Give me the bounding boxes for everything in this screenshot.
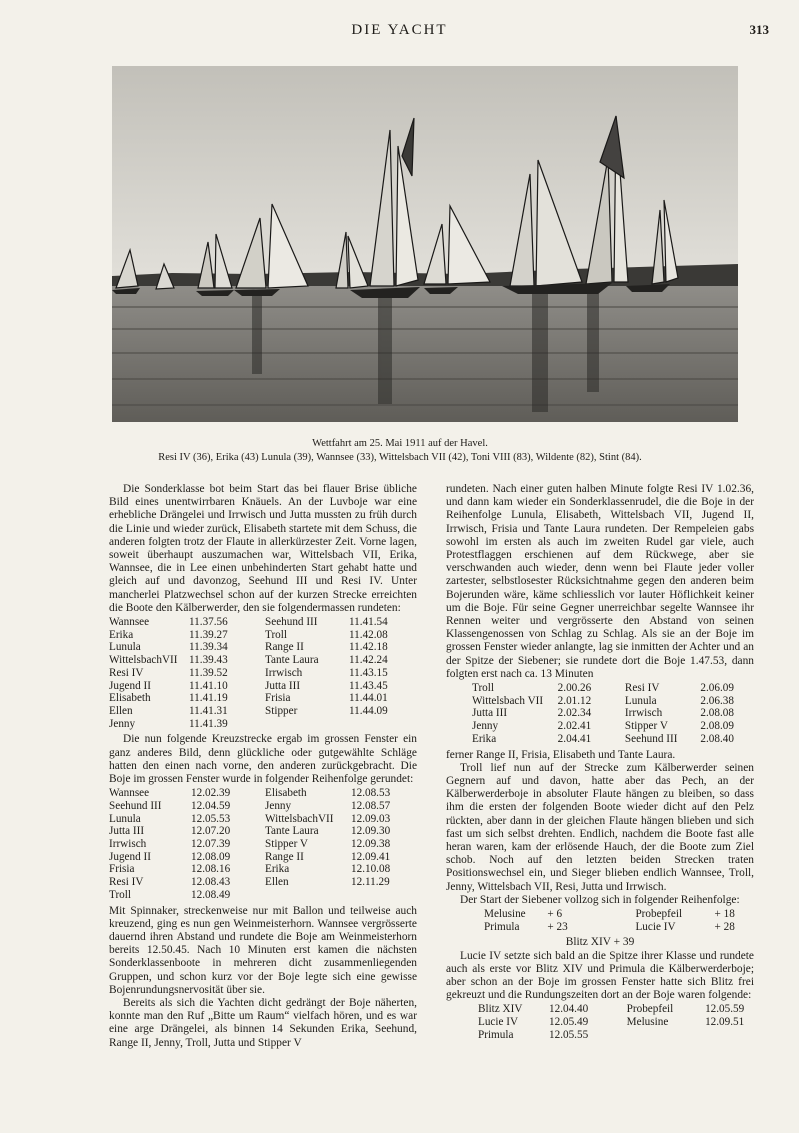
table-row	[109, 876, 411, 889]
results-table-second-round	[472, 682, 754, 746]
boat-name-cell: Resi IV	[624, 682, 660, 695]
page-number: 313	[749, 22, 769, 37]
paragraph: Mit Spinnaker, streckenweise nur mit Ballon und teilweise auch kreuzend, ging es nun gen Weinmeisterhorn. Wannsee vergrösserte dauernd ihren Abstand und rundete die Boje am Weinmeisterhorn bereits 12.50.45. Nach 10 Minuten erst kamen die nächsten Sonderklassenboote in mehreren dicht zusammenliegenden Gruppen, und schon kurz vor der Boje legte sich eine gewisse Bojenrundungsnervosität über sie.	[109, 904, 417, 996]
boat-name-cell: Jenny	[109, 717, 136, 730]
boat-name-cell: Stipper V	[624, 720, 668, 733]
table-row	[109, 813, 411, 826]
boat-name-cell: Erika	[472, 732, 497, 745]
time-cell: 11.42.24	[349, 654, 388, 667]
time-cell: 11.44.09	[349, 704, 388, 717]
table-row	[109, 800, 411, 813]
table-row	[472, 682, 754, 695]
time-cell: 11.41.19	[189, 692, 228, 705]
table-row	[109, 692, 409, 705]
page-header	[0, 22, 799, 44]
boat-name-cell: WittelsbachVII	[265, 812, 334, 825]
start-order-table	[484, 908, 754, 933]
boat-name-cell: Primula	[484, 920, 520, 933]
photo-caption	[60, 437, 740, 465]
time-cell: 12.04.59	[191, 799, 231, 812]
boat-name-cell: Tante Laura	[265, 654, 319, 667]
boat-name-cell: Jenny	[265, 799, 292, 812]
boat-name-cell: Erika	[265, 863, 290, 876]
results-table-body	[472, 682, 754, 746]
time-cell: 11.37.56	[189, 616, 228, 629]
time-cell: 2.01.12	[557, 694, 592, 707]
boat-name-cell: Jutta III	[109, 825, 145, 838]
boat-name-cell: Wannsee	[109, 616, 150, 629]
table-row	[109, 863, 411, 876]
paragraph: Die Sonderklasse bot beim Start das bei flauer Brise übliche Bild eines unentwirrbaren Knäuels. An der Luvboje war eine erhebliche Drängelei und Irrwisch und Jutta mussten zu früh durch die Linie und wieder zurück, Elisabeth startete mit dem Schuss, die anderen folgten trotz der Flaute in allerkürzester Zeit. Vorne lagen, soweit überhaupt auszumachen war, Wittelsbach VII, Erika, Wannsee, die in Lee einen unbehinderten Start gehabt hatte und gleich auf und davonzog, Seehund III und Resi IV. Unter mancherlei Platzwechsel schon auf der kurzen Strecke erreichten die Boote den Kälberwerder, den sie folgendermassen rundeten:	[109, 483, 417, 614]
boat-name-cell: Probepfeil	[626, 1003, 674, 1016]
time-cell: 12.09.38	[351, 837, 391, 850]
boat-name-cell: Wannsee	[109, 787, 150, 800]
time-cell: 11.41.31	[189, 704, 228, 717]
time-cell: 11.39.52	[189, 666, 228, 679]
table-row	[484, 908, 754, 921]
boat-name-cell: Ellen	[109, 704, 133, 717]
paragraph: Der Start der Siebener vollzog sich in folgender Reihenfolge:	[460, 893, 740, 906]
boat-name-cell: Lucie IV	[635, 920, 676, 933]
boat-name-cell: Ellen	[265, 876, 289, 889]
boat-name-cell: Seehund III	[109, 799, 162, 812]
results-table-body	[109, 616, 409, 730]
time-cell: 12.08.16	[191, 863, 231, 876]
time-cell: 12.05.53	[191, 812, 231, 825]
boat-name-cell: Seehund III	[624, 732, 678, 745]
regatta-photo	[112, 66, 738, 422]
time-cell: 12.07.39	[191, 837, 231, 850]
caption-title: Wettfahrt am 25. Mai 1911 auf der Havel.	[312, 438, 488, 449]
time-cell: 12.05.49	[549, 1016, 589, 1029]
time-cell: 11.42.08	[349, 628, 388, 641]
paragraph: Troll lief nun auf der Strecke zum Kälberwerder seinen Gegnern auf und davon, hatte aber das Pech, an der Kälberwerderboje in absoluter Flaute hängen zu bleiben, so dass ihm die ersten der folgenden Boote wieder dicht auf den Pelz rückten, aber dann in der gleichen Flaute hängen blieben und sich fast um sich selbst drehten. Endlich, nachdem die Boote fast alle heran waren, kam der erlösende Hauch, der die Boote zum Ziel schob. Noch auf den letzten beiden Strecken traten Positionswechsel ein, und Sieger blieben endlich Wannsee, Troll, Jenny, Wittelsbach VII, Resi, Jutta und Irrwisch.	[446, 761, 754, 893]
table-row	[109, 889, 411, 902]
boat-name-cell: Lunula	[109, 641, 141, 654]
time-cell: 11.41.39	[189, 717, 228, 730]
results-table-body	[109, 787, 411, 901]
time-cell: 12.08.53	[351, 787, 391, 800]
boat-name-cell: Resi IV	[109, 666, 144, 679]
time-cell: 2.08.08	[700, 707, 734, 720]
time-cell: 12.05.55	[549, 1028, 589, 1041]
column-left	[109, 483, 417, 1050]
results-table-siebener	[478, 1003, 754, 1041]
time-cell: 12.09.51	[705, 1016, 745, 1029]
boat-name-cell	[627, 1029, 705, 1042]
table-row	[484, 921, 754, 934]
time-cell: + 6	[547, 908, 563, 920]
boat-name-cell: Melusine	[484, 908, 526, 920]
table-row	[478, 1003, 754, 1016]
time-cell: 2.06.38	[700, 694, 734, 707]
time-cell: + 28	[714, 920, 735, 933]
boat-name-cell: Elisabeth	[265, 787, 307, 800]
boat-name-cell: Melusine	[626, 1016, 669, 1029]
time-cell: 12.08.09	[191, 850, 231, 863]
boat-name-cell: Resi IV	[109, 876, 144, 889]
start-order-last-row: Blitz XIV + 39	[565, 936, 635, 949]
time-cell: 11.43.15	[349, 666, 388, 679]
table-row	[109, 654, 409, 667]
table-row	[472, 695, 754, 708]
time-cell: 12.04.40	[549, 1003, 589, 1016]
time-cell: 11.44.01	[349, 692, 388, 705]
table-row	[109, 851, 411, 864]
time-cell	[705, 1029, 754, 1042]
time-cell: 12.11.29	[351, 876, 390, 889]
time-cell: 12.08.43	[191, 876, 231, 889]
boat-name-cell: Jutta III	[472, 707, 508, 720]
time-cell: + 18	[714, 908, 735, 920]
boat-name-cell: Erika	[109, 628, 134, 641]
time-cell: 12.09.41	[351, 850, 391, 863]
table-row	[109, 680, 409, 693]
time-cell: 2.08.40	[700, 732, 734, 745]
boat-name-cell: Jutta III	[265, 679, 301, 692]
boat-name-cell: Lunula	[624, 694, 657, 707]
running-title: DIE YACHT	[351, 22, 448, 38]
table-row	[109, 838, 411, 851]
boat-name-cell: Lucie IV	[478, 1016, 519, 1029]
time-cell: 11.39.27	[189, 628, 228, 641]
boat-name-cell: Seehund III	[265, 616, 318, 629]
boat-name-cell: Stipper V	[265, 837, 308, 850]
table-row	[109, 825, 411, 838]
time-cell: 12.09.03	[351, 812, 391, 825]
time-cell: 12.10.08	[351, 863, 391, 876]
boat-name-cell: Elisabeth	[109, 692, 151, 705]
paragraph: Lucie IV setzte sich bald an die Spitze ihrer Klasse und rundete auch als erste vor Blitz XIV und Primula die Kälberwerderboje; aber schon an der Boje im grossen Fenster hatte sich Blitz frei gekreuzt und die Rundungszeiten dort an der Boje waren folgende:	[446, 949, 754, 1002]
time-cell: 12.09.30	[351, 825, 391, 838]
paragraph: ferner Range II, Frisia, Elisabeth und Tante Laura.	[446, 748, 676, 761]
table-row	[109, 705, 409, 718]
time-cell: 2.02.41	[557, 720, 592, 733]
caption-boats: Resi IV (36), Erika (43) Lunula (39), Wannsee (33), Wittelsbach VII (42), Toni VIII (83), Wildente (82), Stint (84).	[158, 452, 642, 463]
table-row	[109, 667, 409, 680]
table-row	[109, 718, 409, 731]
table-row	[472, 720, 754, 733]
boat-name-cell: Jugend II	[109, 850, 151, 863]
boat-name-cell	[265, 889, 351, 902]
boat-name-cell: Troll	[472, 682, 494, 695]
results-table-kaelberwerder	[109, 616, 409, 730]
boat-name-cell: Frisia	[265, 692, 291, 705]
time-cell: 11.42.18	[349, 641, 388, 654]
boat-name-cell: Range II	[265, 641, 304, 654]
table-row	[478, 1016, 754, 1029]
time-cell: + 23	[547, 920, 568, 933]
paragraph: Die nun folgende Kreuzstrecke ergab im grossen Fenster ein ganz anderes Bild, denn glückliche oder gutgewählte Schläge hatten den einen nach vorne, den anderen zurückgebracht. Die Boje im grossen Fenster wurde in folgender Reihenfolge gerundet:	[109, 733, 417, 785]
boat-name-cell: Irrwisch	[265, 666, 303, 679]
boat-name-cell: Primula	[478, 1028, 514, 1041]
time-cell: 2.04.41	[557, 732, 592, 745]
boat-name-cell: Frisia	[109, 863, 135, 876]
boat-name-cell: Irrwisch	[109, 837, 147, 850]
table-row	[109, 629, 409, 642]
table-row	[472, 733, 754, 746]
time-cell: 12.02.39	[191, 787, 231, 800]
boat-name-cell: Probepfeil	[635, 908, 683, 920]
time-cell: 11.39.34	[189, 641, 228, 654]
results-table-grosses-fenster	[109, 787, 411, 901]
table-row	[109, 641, 409, 654]
boat-name-cell: Wittelsbach VII	[472, 694, 544, 707]
column-right	[446, 483, 754, 1045]
paragraph: Bereits als sich die Yachten dicht gedrängt der Boje näherten, konnte man den Ruf „Bitte um Raum“ vielfach hören, und es war eine arge Drängelei, als binnen 14 Sekunden Erika, Seehund, Range II, Jenny, Troll, Jutta und Stipper V	[109, 996, 417, 1049]
time-cell: 11.41.10	[189, 679, 228, 692]
boat-name-cell: Lunula	[109, 812, 141, 825]
time-cell: 11.43.45	[349, 679, 388, 692]
time-cell: 12.08.49	[191, 888, 231, 901]
boat-name-cell: Troll	[265, 628, 287, 641]
boat-name-cell: Irrwisch	[624, 707, 663, 720]
time-cell: 2.02.34	[557, 707, 592, 720]
boat-name-cell: Jenny	[472, 720, 499, 733]
time-cell	[351, 889, 411, 902]
boat-name-cell: WittelsbachVII	[109, 654, 178, 667]
time-cell: 11.39.43	[189, 654, 228, 667]
table-row	[472, 707, 754, 720]
boat-name-cell	[265, 718, 349, 731]
time-cell: 12.05.59	[705, 1003, 745, 1016]
boat-name-cell: Jugend II	[109, 679, 151, 692]
results-table-body	[478, 1003, 754, 1041]
boat-name-cell: Tante Laura	[265, 825, 319, 838]
boat-name-cell: Stipper	[265, 704, 298, 717]
time-cell: 2.06.09	[700, 682, 734, 695]
results-table-body	[484, 908, 754, 933]
boat-name-cell: Range II	[265, 850, 304, 863]
time-cell	[349, 718, 409, 731]
table-row	[109, 787, 411, 800]
time-cell: 2.00.26	[557, 682, 592, 695]
boat-name-cell: Troll	[109, 888, 131, 901]
table-row	[478, 1029, 754, 1042]
table-row	[109, 616, 409, 629]
time-cell: 11.41.54	[349, 616, 388, 629]
time-cell: 12.08.57	[351, 799, 391, 812]
time-cell: 12.07.20	[191, 825, 231, 838]
paragraph: rundeten. Nach einer guten halben Minute folgte Resi IV 1.02.36, und dann kam wieder ein Sonderklassenrudel, die die Boje in der Reihenfolge Lunula, Elisabeth, Wittelsbach VII, Jugend II, Irrwisch, Frisia und Tante Laura rundeten. Der Rempeleien gabs sowohl im ersten als auch im zweiten Rudel gar viele, auch Protestflaggen erschienen auf dem Rückwege, aber sie verschwanden auch wieder, denn wenn bei Flaute jeder voller zartester, selbstlosester Rücksichtnahme gegen den anderen beim Bojerunden wäre, käme schliesslich vor lauter Höflichkeit keiner um die Boje. Für seine Gegner unerreichbar segelte Wannsee ihr Rennen weiter und vergrösserte den Abstand von seinen Klassengenossen von Schlag zu Schlag. Als sie an der Boje im grossen Fenster wieder anlangte, lag sie inmitten der Achter und an der Spitze der Siebener; sie rundete dort die Boje 1.47.53, dann folgten erst nach ca. 13 Minuten	[446, 483, 754, 680]
time-cell: 2.08.09	[700, 720, 734, 733]
boat-name-cell: Blitz XIV	[478, 1003, 523, 1016]
